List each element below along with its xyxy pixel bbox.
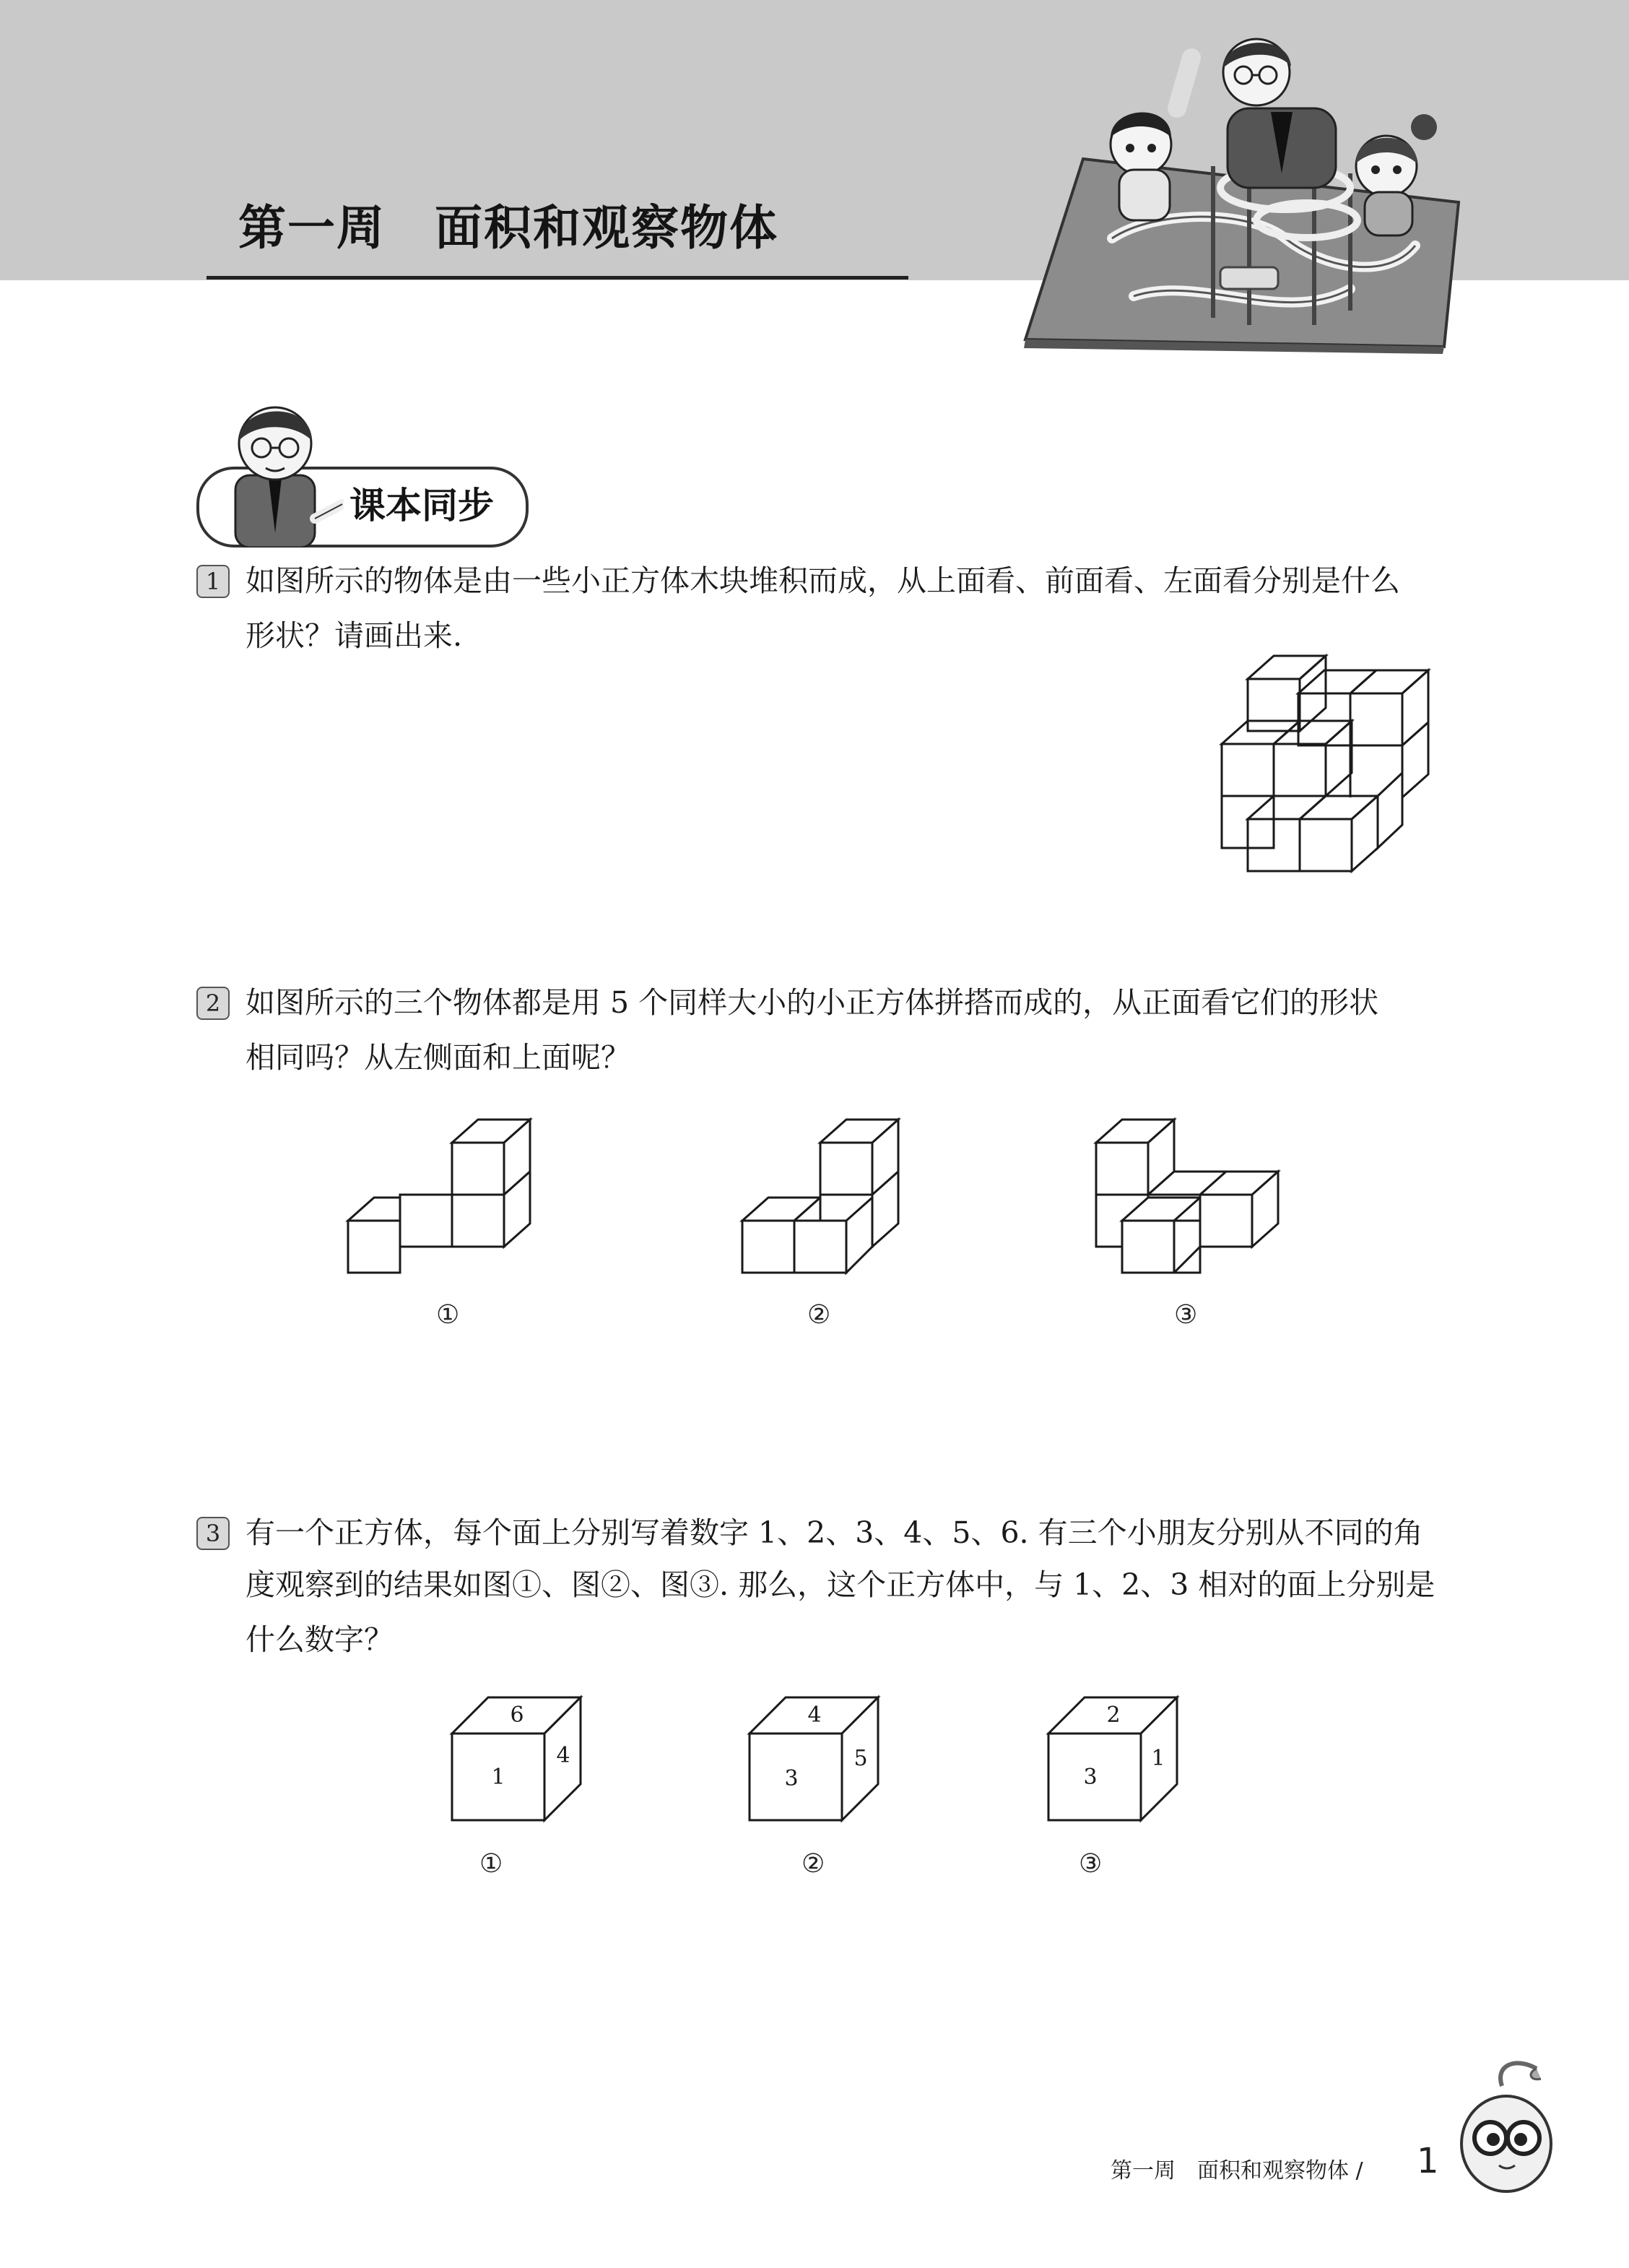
question-3-line-3: 什么数字？ (246, 1622, 394, 1657)
cube-figure-1 (339, 1112, 570, 1286)
cube-front-number: 3 (784, 1766, 799, 1791)
header-illustration (1011, 22, 1473, 354)
chapter-title: 第一周 面积和观察物体 (238, 200, 778, 256)
cube-top-number: 6 (510, 1702, 524, 1728)
cube-side-number: 5 (853, 1746, 868, 1771)
figure-caption: ① (479, 1849, 503, 1879)
question-number: 1 (196, 565, 230, 598)
figure-caption: ③ (1174, 1300, 1198, 1330)
question-3-line-2: 度观察到的结果如图①、图②、图③. 那么，这个正方体中，与 1、2、3 相对的面上分别是 (246, 1567, 1435, 1602)
teacher-mascot (214, 396, 344, 547)
figure-caption: ② (802, 1849, 825, 1879)
question-number: 3 (196, 1517, 230, 1550)
figure-caption: ② (807, 1300, 831, 1330)
cube-front-number: 1 (491, 1765, 505, 1790)
numbered-cube-1 (448, 1690, 592, 1827)
question-1-line-2: 形状？请画出来. (246, 618, 463, 653)
cube-top-number: 4 (807, 1702, 822, 1728)
cube-top-number: 2 (1106, 1702, 1121, 1728)
question-number: 2 (196, 987, 230, 1020)
question-2-line-2: 相同吗？从左侧面和上面呢？ (246, 1040, 630, 1075)
figure-caption: ③ (1079, 1849, 1103, 1879)
numbered-cube-3 (1044, 1690, 1189, 1827)
question-1-line-1: 如图所示的物体是由一些小正方体木块堆积而成，从上面看、前面看、左面看分别是什么 (246, 563, 1400, 598)
owl-mascot-icon (1451, 2057, 1560, 2194)
numbered-cube-2 (745, 1690, 890, 1827)
cube-side-number: 1 (1151, 1746, 1165, 1771)
section-label: 课本同步 (349, 485, 494, 527)
page-number: 1 (1417, 2141, 1439, 2181)
cube-figure-2 (734, 1112, 950, 1286)
cube-front-number: 3 (1083, 1765, 1098, 1790)
question-3-line-1: 有一个正方体，每个面上分别写着数字 1、2、3、4、5、6. 有三个小朋友分别从不同的角 (246, 1515, 1423, 1550)
figure-caption: ① (436, 1300, 460, 1330)
cube-figure-3 (1087, 1112, 1304, 1286)
cube-stack-figure (1213, 636, 1444, 888)
cube-side-number: 4 (556, 1743, 570, 1768)
question-2-line-1: 如图所示的三个物体都是用 5 个同样大小的小正方体拼搭而成的，从正面看它们的形状 (246, 985, 1379, 1020)
footer-chapter-label: 第一周 面积和观察物体 / (1111, 2158, 1363, 2183)
title-underline (207, 276, 908, 280)
